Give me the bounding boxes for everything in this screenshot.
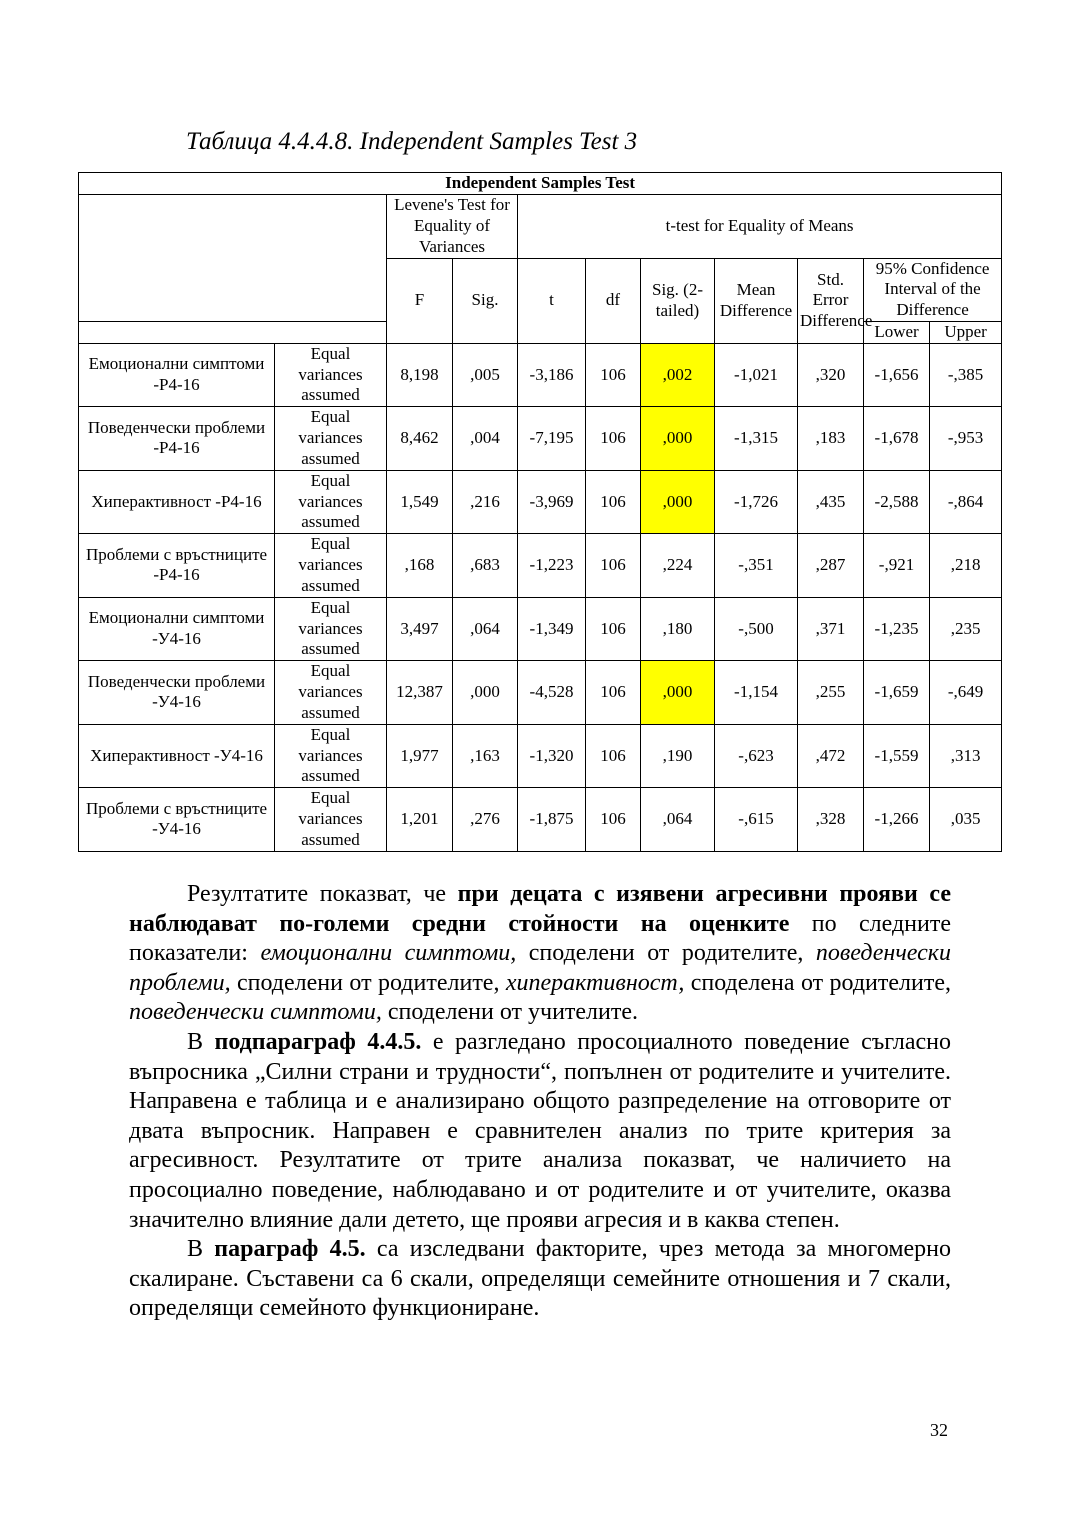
ci-lower: -1,659	[864, 661, 930, 725]
col-header-df: df	[586, 258, 641, 343]
f-value: 8,462	[387, 407, 453, 471]
levene-header: Levene's Test for Equality of Variances	[387, 194, 518, 258]
f-value: 1,977	[387, 724, 453, 788]
sig-value: ,064	[453, 597, 518, 661]
text-run: В	[187, 1236, 215, 1263]
ci-upper: -,864	[930, 470, 1002, 534]
variable-name: Хиперактивност -Р4-16	[79, 470, 275, 534]
f-value: 1,549	[387, 470, 453, 534]
df-value: 106	[586, 343, 641, 407]
assumption: Equal variances assumed	[275, 724, 387, 788]
col-header-lower: Lower	[864, 321, 930, 343]
assumption: Equal variances assumed	[275, 597, 387, 661]
table-row	[79, 470, 1002, 534]
std-error: ,287	[798, 534, 864, 598]
italic-text: поведенчески симптоми,	[129, 999, 382, 1026]
ci-lower: -1,678	[864, 407, 930, 471]
table-row	[79, 788, 1002, 852]
df-value: 106	[586, 661, 641, 725]
assumption: Equal variances assumed	[275, 343, 387, 407]
col-header-t: t	[518, 258, 586, 343]
assumption: Equal variances assumed	[275, 470, 387, 534]
sig-value: ,216	[453, 470, 518, 534]
body-paragraph	[129, 1235, 951, 1324]
assumption: Equal variances assumed	[275, 661, 387, 725]
df-value: 106	[586, 597, 641, 661]
f-value: 3,497	[387, 597, 453, 661]
t-value: -7,195	[518, 407, 586, 471]
col-header-sig-2-tailed: Sig. (2-tailed)	[641, 258, 715, 343]
df-value: 106	[586, 788, 641, 852]
ci-lower: -1,559	[864, 724, 930, 788]
f-value: 12,387	[387, 661, 453, 725]
table-title: Independent Samples Test	[79, 173, 1002, 195]
table-row	[79, 724, 1002, 788]
ci-upper: -,385	[930, 343, 1002, 407]
f-value: ,168	[387, 534, 453, 598]
text-run: по следните показатели:	[129, 910, 951, 967]
table-row	[79, 407, 1002, 471]
col-header-upper: Upper	[930, 321, 1002, 343]
table-row	[79, 343, 1002, 407]
text-run: споделени от родителите,	[230, 969, 506, 996]
assumption: Equal variances assumed	[275, 788, 387, 852]
variable-name: Хиперактивност -У4-16	[79, 724, 275, 788]
table-row	[79, 661, 1002, 725]
independent-samples-test-table	[78, 172, 1002, 852]
assumption: Equal variances assumed	[275, 407, 387, 471]
empty-header-cell	[79, 194, 387, 321]
body-paragraph	[129, 1028, 951, 1235]
sig-value: ,683	[453, 534, 518, 598]
sig-2-tailed-value: ,180	[641, 597, 715, 661]
ci-upper: ,235	[930, 597, 1002, 661]
f-value: 8,198	[387, 343, 453, 407]
t-value: -4,528	[518, 661, 586, 725]
body-text	[129, 880, 951, 1324]
text-run: са изследвани факторите, чрез метода за многомерно скалиране. Съставени са 6 скали, определящи семейните отношения и 7 скали, определящи семейното функциониране.	[129, 1236, 952, 1322]
variable-name: Поведенчески проблеми -Р4-16	[79, 407, 275, 471]
table-body	[79, 343, 1002, 851]
col-header-mean-difference: Mean Difference	[715, 258, 798, 343]
std-error: ,435	[798, 470, 864, 534]
mean-difference: -,623	[715, 724, 798, 788]
ci-upper: -,953	[930, 407, 1002, 471]
sig-2-tailed-value: ,000	[641, 661, 715, 725]
sig-value: ,004	[453, 407, 518, 471]
sig-2-tailed-value: ,190	[641, 724, 715, 788]
text-run: споделена от родителите,	[684, 969, 951, 996]
variable-name: Проблеми с връстниците -Р4-16	[79, 534, 275, 598]
ttest-header: t-test for Equality of Means	[518, 194, 1002, 258]
mean-difference: -1,021	[715, 343, 798, 407]
text-run: Резултатите показват, че	[187, 881, 458, 907]
ci-lower: -1,656	[864, 343, 930, 407]
sig-value: ,000	[453, 661, 518, 725]
bold-text: подпараграф 4.4.5.	[214, 1028, 422, 1055]
mean-difference: -,351	[715, 534, 798, 598]
sig-2-tailed-value: ,064	[641, 788, 715, 852]
std-error: ,472	[798, 724, 864, 788]
ci-lower: -,921	[864, 534, 930, 598]
sig-2-tailed-value: ,224	[641, 534, 715, 598]
sig-2-tailed-value: ,000	[641, 470, 715, 534]
std-error: ,255	[798, 661, 864, 725]
variable-name: Емоционални симптоми -У4-16	[79, 597, 275, 661]
df-value: 106	[586, 407, 641, 471]
std-error: ,371	[798, 597, 864, 661]
text-run: споделени от родителите,	[516, 940, 816, 967]
text-run: В	[187, 1028, 215, 1055]
italic-text: емоционални симптоми,	[260, 940, 517, 967]
ci-upper: -,649	[930, 661, 1002, 725]
ci-lower: -1,235	[864, 597, 930, 661]
t-value: -3,186	[518, 343, 586, 407]
t-value: -3,969	[518, 470, 586, 534]
t-value: -1,349	[518, 597, 586, 661]
col-header-confidence-interval: 95% Confidence Interval of the Difference	[864, 258, 1002, 321]
italic-text: поведенчески проблеми,	[129, 940, 952, 996]
table-row	[79, 534, 1002, 598]
std-error: ,328	[798, 788, 864, 852]
col-header-std-error: Std. Error Difference	[798, 258, 864, 343]
mean-difference: -1,154	[715, 661, 798, 725]
ci-lower: -2,588	[864, 470, 930, 534]
ci-upper: ,218	[930, 534, 1002, 598]
t-value: -1,875	[518, 788, 586, 852]
std-error: ,320	[798, 343, 864, 407]
variable-name: Емоционални симптоми -Р4-16	[79, 343, 275, 407]
t-value: -1,320	[518, 724, 586, 788]
assumption: Equal variances assumed	[275, 534, 387, 598]
std-error: ,183	[798, 407, 864, 471]
ci-lower: -1,266	[864, 788, 930, 852]
table-caption: Таблица 4.4.4.8. Independent Samples Test 3	[186, 128, 638, 155]
bold-text: при децата с изявени агресивни прояви се наблюдават по-големи средни стойности на оценките	[129, 881, 952, 937]
ci-upper: ,035	[930, 788, 1002, 852]
sig-value: ,005	[453, 343, 518, 407]
ci-upper: ,313	[930, 724, 1002, 788]
f-value: 1,201	[387, 788, 453, 852]
italic-text: хиперактивност,	[505, 969, 685, 996]
df-value: 106	[586, 534, 641, 598]
df-value: 106	[586, 724, 641, 788]
sig-value: ,163	[453, 724, 518, 788]
text-run: споделени от учителите.	[381, 999, 639, 1026]
mean-difference: -,500	[715, 597, 798, 661]
sig-value: ,276	[453, 788, 518, 852]
body-paragraph	[129, 880, 951, 1028]
bold-text: параграф 4.5.	[214, 1236, 366, 1263]
col-header-f: F	[387, 258, 453, 343]
mean-difference: -1,315	[715, 407, 798, 471]
mean-difference: -,615	[715, 788, 798, 852]
variable-name: Проблеми с връстниците -У4-16	[79, 788, 275, 852]
sig-2-tailed-value: ,000	[641, 407, 715, 471]
page-number: 32	[930, 1420, 948, 1440]
table-row	[79, 597, 1002, 661]
sig-2-tailed-value: ,002	[641, 343, 715, 407]
empty-header-spacer	[79, 321, 387, 343]
t-value: -1,223	[518, 534, 586, 598]
df-value: 106	[586, 470, 641, 534]
mean-difference: -1,726	[715, 470, 798, 534]
col-header-sig: Sig.	[453, 258, 518, 343]
variable-name: Поведенчески проблеми -У4-16	[79, 661, 275, 725]
text-run: е разгледано просоциалното поведение съгласно въпросника „Силни страни и трудности“, попълнен от родителите и учителите. Направена е таблица и е анализирано общото разпределение на отговорите от двата въпросник. Направен е сравнителен анализ по трите критерия за агресивност. Резултатите от трите анализа показват, че наличието на просоциално поведение, наблюдавано и от родителите и от учителите, оказва значително влияние дали детето, ще прояви агресия и в каква степен.	[129, 1028, 951, 1233]
